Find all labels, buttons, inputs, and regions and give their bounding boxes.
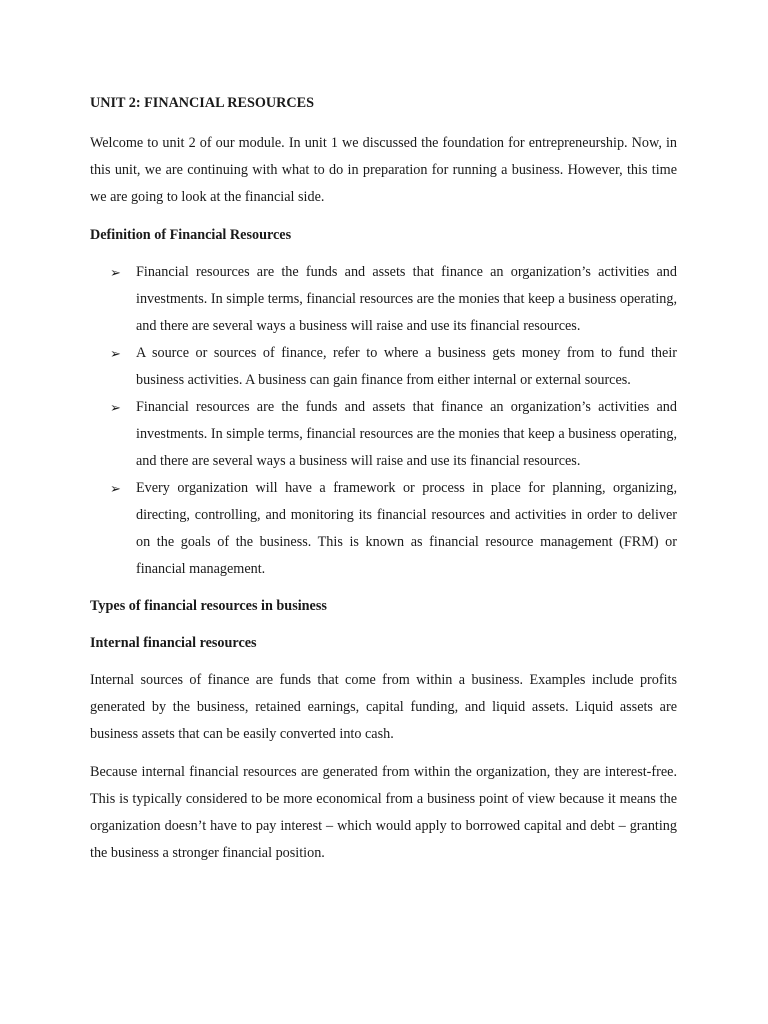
bullet-item [90,475,677,583]
definition-heading: Definition of Financial Resources [90,227,292,243]
arrow-bullet-icon: ➢ [110,481,121,496]
definition-bullet-list [90,259,677,583]
intro-paragraph: Welcome to unit 2 of our module. In unit 1 we discussed the foundation for entrepreneurship. Now, in this unit, we are continuing with what to do in preparation for running a business. However, this time we are going to look at the financial side. [90,135,677,205]
arrow-bullet-icon: ➢ [110,265,121,280]
document-title: UNIT 2: FINANCIAL RESOURCES [90,95,315,111]
arrow-bullet-icon: ➢ [110,346,121,361]
document-page [90,93,677,867]
bullet-text: Financial resources are the funds and assets that finance an organization’s activities and investments. In simple terms, financial resources are the monies that keep a business operating, and there are several ways a business will raise and use its financial resources. [136,264,677,334]
bullet-text: Every organization will have a framework or process in place for planning, organizing, directing, controlling, and monitoring its financial resources and activities in order to deliver on the goals of the business. This is known as financial resource management (FRM) or financial management. [136,480,677,577]
bullet-item [90,340,677,394]
bullet-item [90,259,677,340]
bullet-text: Financial resources are the funds and assets that finance an organization’s activities and investments. In simple terms, financial resources are the monies that keep a business operating, and there are several ways a business will raise and use its financial resources. [136,399,677,469]
internal-heading: Internal financial resources [90,635,257,651]
arrow-bullet-icon: ➢ [110,400,121,415]
types-heading: Types of financial resources in business [90,598,327,614]
bullet-item [90,394,677,475]
internal-paragraph-1: Internal sources of finance are funds that come from within a business. Examples include profits generated by the business, retained earnings, capital funding, and liquid assets. Liquid assets are business assets that can be easily converted into cash. [90,672,677,742]
bullet-text: A source or sources of finance, refer to where a business gets money from to fund their business activities. A business can gain finance from either internal or external sources. [136,345,677,388]
internal-paragraph-2: Because internal financial resources are generated from within the organization, they are interest-free. This is typically considered to be more economical from a business point of view because it means the organization doesn’t have to pay interest – which would apply to borrowed capital and debt – granting the business a stronger financial position. [90,764,677,861]
